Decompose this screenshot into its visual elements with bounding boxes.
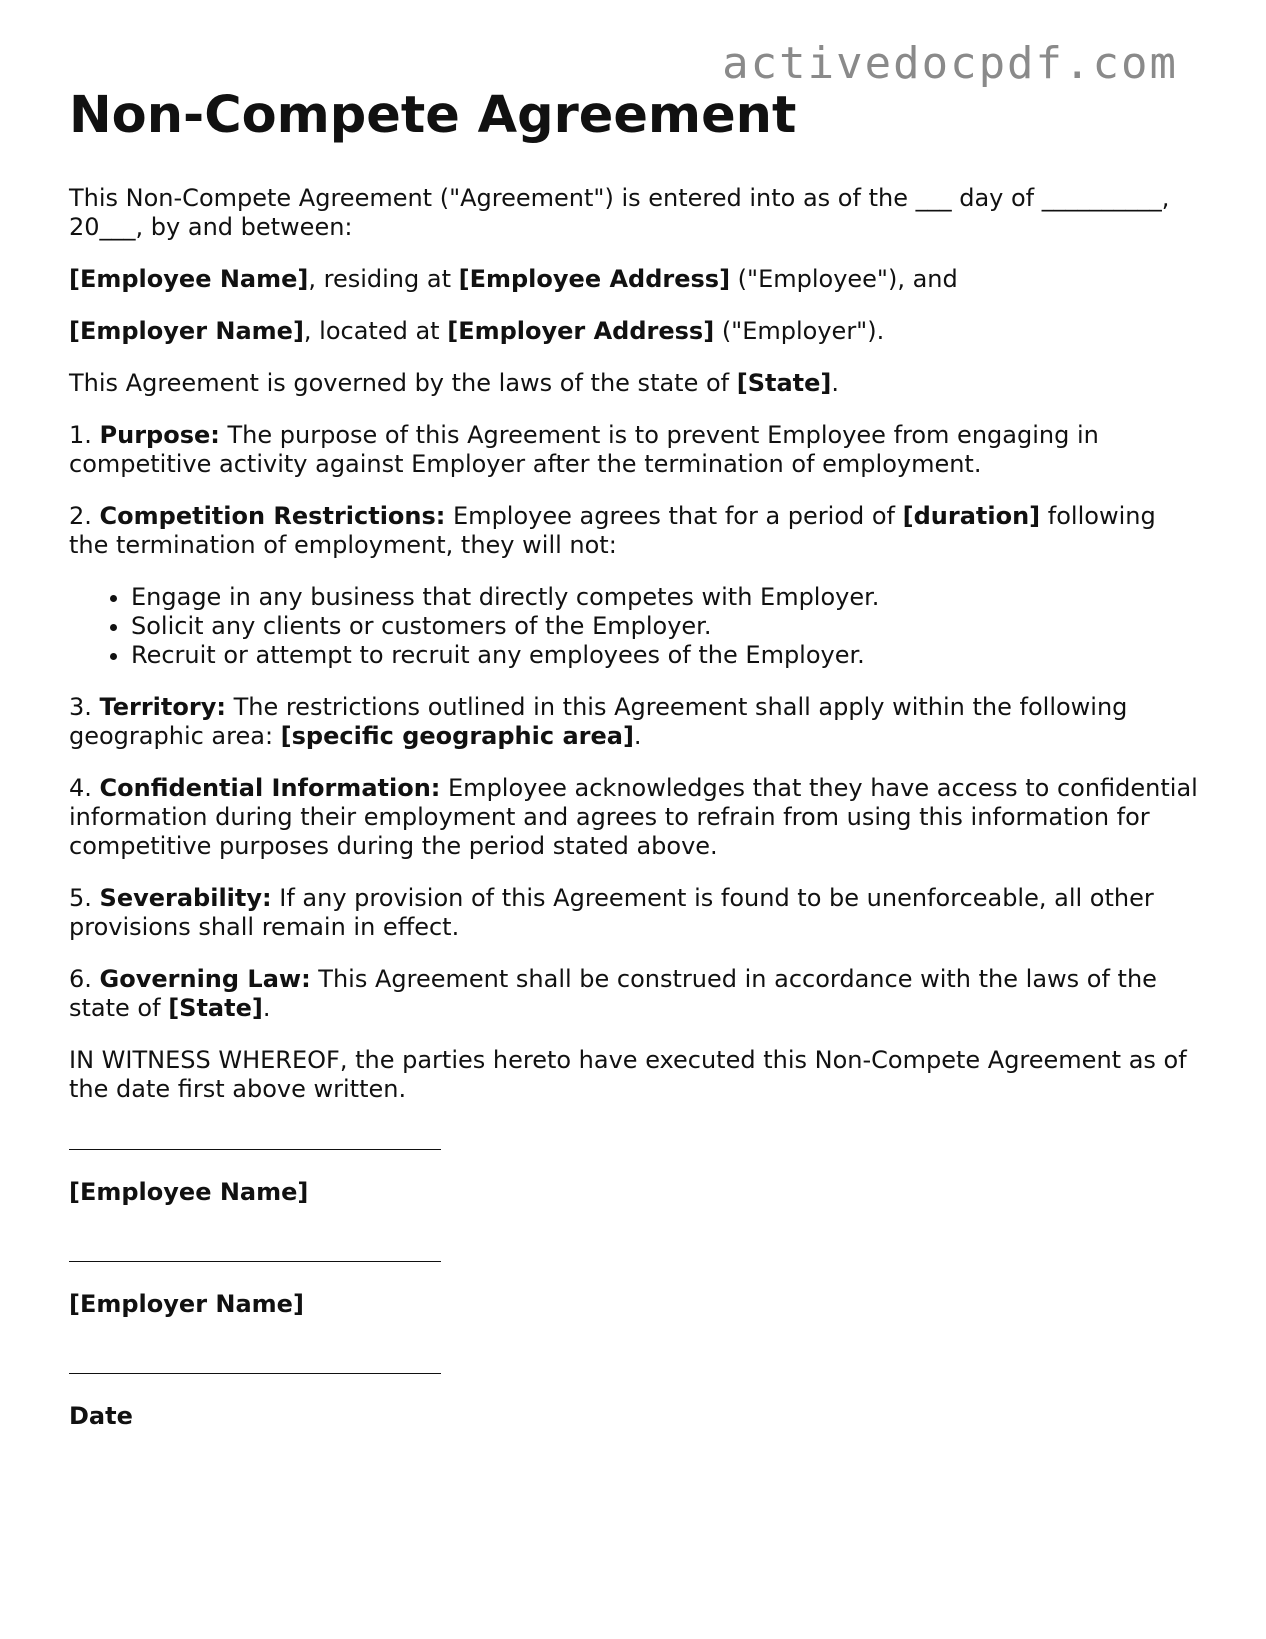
employee-name-placeholder: [Employee Name] xyxy=(69,265,309,293)
state-placeholder: [State] xyxy=(168,994,263,1022)
duration-placeholder: [duration] xyxy=(902,502,1041,530)
governed-text: This Agreement is governed by the laws of the state of xyxy=(69,369,737,397)
section-severability xyxy=(69,884,1199,942)
governed-end: . xyxy=(831,369,840,397)
employee-party-mid: , residing at xyxy=(308,265,459,293)
employer-name-placeholder: [Employer Name] xyxy=(69,317,304,345)
list-item: • Engage in any business that directly competes with Employer. xyxy=(131,583,1199,612)
document-page xyxy=(69,86,1199,1463)
employer-signature-line[interactable] xyxy=(69,1239,441,1262)
section-number: 5. xyxy=(69,884,100,912)
section-text: The restrictions outlined in this Agreement shall apply within the following geographic area: xyxy=(69,693,1128,750)
watermark: activedocpdf.com xyxy=(722,38,1178,89)
section-number: 2. xyxy=(69,502,100,530)
employee-signature-label: [Employee Name] xyxy=(69,1178,309,1206)
section-end: . xyxy=(262,994,271,1022)
document-title: Non-Compete Agreement xyxy=(69,86,797,145)
section-competition xyxy=(69,502,1199,560)
employer-party-mid: , located at xyxy=(303,317,448,345)
intro-text: This Non-Compete Agreement ("Agreement") is entered into as of the ___ day of __________, 20___, by and between: xyxy=(69,184,1170,241)
section-heading: Territory: xyxy=(99,693,226,721)
employer-party-end: ("Employer"). xyxy=(714,317,885,345)
section-text: Employee acknowledges that they have access to confidential information during their employment and agrees to refrain from using this information for competitive purposes during the period stated above. xyxy=(69,774,1198,860)
state-placeholder: [State] xyxy=(736,369,832,397)
employer-address-placeholder: [Employer Address] xyxy=(447,317,715,345)
employee-address-placeholder: [Employee Address] xyxy=(458,265,731,293)
section-number: 3. xyxy=(69,693,100,721)
list-item: • Solicit any clients or customers of the Employer. xyxy=(131,612,1199,641)
section-number: 1. xyxy=(69,421,100,449)
section-text: If any provision of this Agreement is found to be unenforceable, all other provisions shall remain in effect. xyxy=(69,884,1154,941)
geographic-area-placeholder: [specific geographic area] xyxy=(280,722,634,750)
date-label: Date xyxy=(69,1402,133,1430)
section-text: This Agreement shall be construed in accordance with the laws of the state of xyxy=(69,965,1157,1022)
section-end: . xyxy=(633,722,642,750)
date-line[interactable] xyxy=(69,1351,441,1374)
employer-signature-label: [Employer Name] xyxy=(69,1290,304,1318)
employee-signature-line[interactable] xyxy=(69,1127,441,1150)
section-text: The purpose of this Agreement is to prevent Employee from engaging in competitive activity against Employer after the termination of employment. xyxy=(69,421,1099,478)
witness-paragraph: IN WITNESS WHEREOF, the parties hereto have executed this Non-Compete Agreement as of the date first above written. xyxy=(69,1046,1187,1103)
list-item: • Recruit or attempt to recruit any employees of the Employer. xyxy=(131,641,1199,670)
section-heading: Competition Restrictions: xyxy=(99,502,446,530)
employee-party-paragraph xyxy=(69,265,1199,294)
section-text: Employee agrees that for a period of xyxy=(445,502,903,530)
section-heading: Confidential Information: xyxy=(99,774,441,802)
section-confidential xyxy=(69,774,1199,861)
section-territory xyxy=(69,693,1199,751)
governed-paragraph xyxy=(69,369,1199,398)
restrictions-list xyxy=(69,583,1199,670)
section-number: 4. xyxy=(69,774,100,802)
section-governing-law xyxy=(69,965,1199,1023)
section-heading: Purpose: xyxy=(99,421,220,449)
section-heading: Severability: xyxy=(99,884,272,912)
section-purpose xyxy=(69,421,1199,479)
intro-paragraph xyxy=(69,184,1199,242)
section-number: 6. xyxy=(69,965,100,993)
section-heading: Governing Law: xyxy=(99,965,311,993)
employer-party-paragraph xyxy=(69,317,1199,346)
employee-party-end: ("Employee"), and xyxy=(730,265,958,293)
section-text-continued: following the termination of employment, they will not: xyxy=(69,502,1156,559)
